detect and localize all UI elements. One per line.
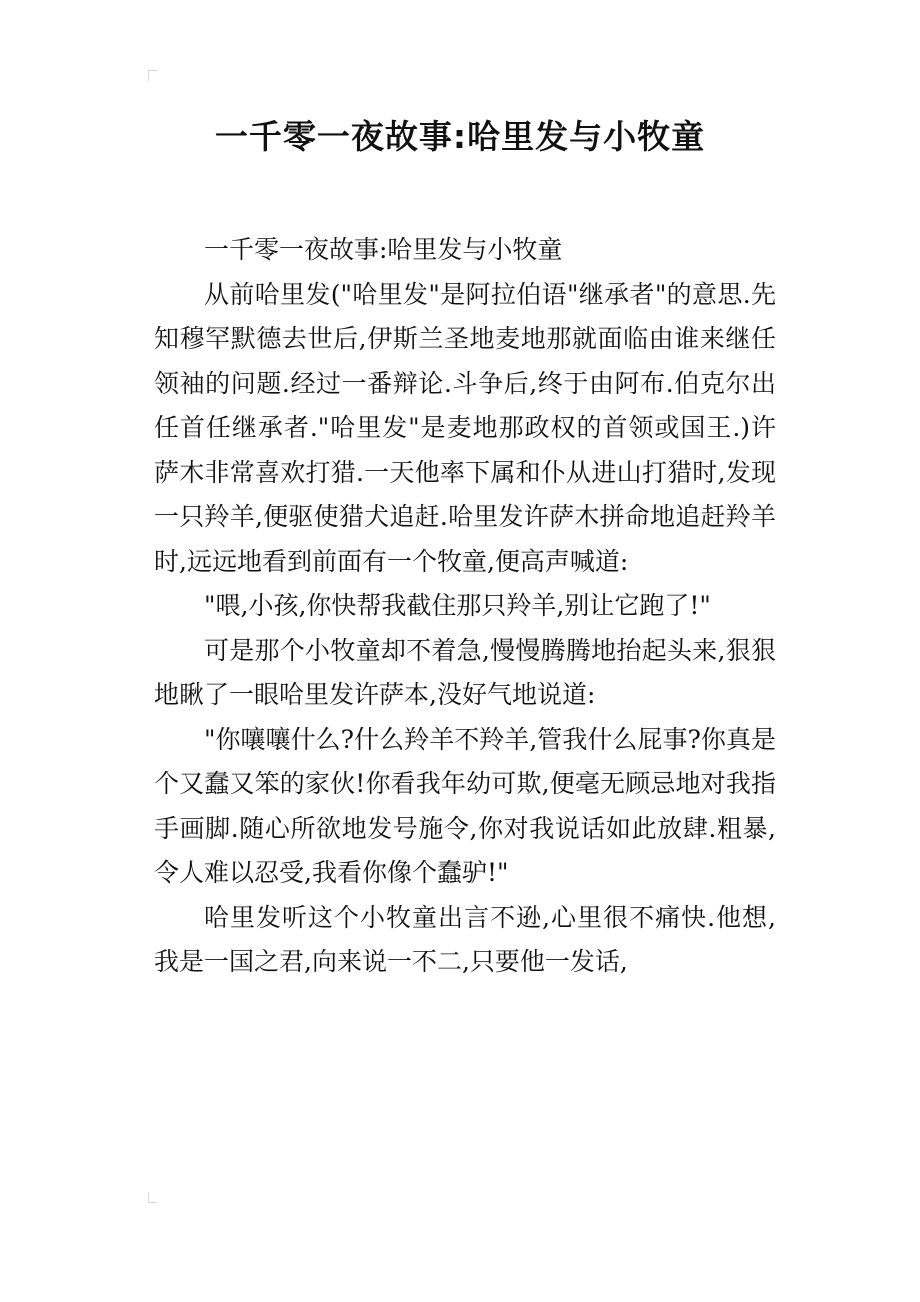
paragraph: 哈里发听这个小牧童出言不逊,心里很不痛快.他想,我是一国之君,向来说一不二,只要他一发话, [154, 902, 776, 976]
paragraph: "喂,小孩,你快帮我截住那只羚羊,别让它跑了!" [204, 591, 711, 620]
paragraph: "你嚷嚷什么?什么羚羊不羚羊,管我什么屁事?你真是个又蠢又笨的家伙!你看我年幼可欺,便毫无顾忌地对我指手画脚.随心所欲地发号施令,你对我说话如此放肆.粗暴,令人难以忍受,我看你像个蠢驴!" [154, 724, 776, 887]
paragraph: 可是那个小牧童却不着急,慢慢腾腾地抬起头来,狠狠地瞅了一眼哈里发许萨本,没好气地说道: [154, 635, 776, 709]
corner-mark-top [148, 70, 157, 81]
corner-mark-bottom [148, 1192, 157, 1203]
paragraph: 从前哈里发("哈里发"是阿拉伯语"继承者"的意思.先知穆罕默德去世后,伊斯兰圣地麦地那就面临由谁来继任领袖的问题.经过一番辩论.斗争后,终于由阿布.伯克尔出任首任继承者."哈里发"是麦地那政权的首领或国王.)许萨木非常喜欢打猎.一天他率下属和仆从进山打猎时,发现一只羚羊,便驱使猎犬追赶.哈里发许萨木拼命地追赶羚羊时,远远地看到前面有一个牧童,便高声喊道: [154, 279, 776, 576]
document-title: 一千零一夜故事:哈里发与小牧童 [214, 117, 706, 156]
paragraph-subtitle: 一千零一夜故事:哈里发与小牧童 [204, 235, 563, 264]
document-body [154, 228, 776, 985]
